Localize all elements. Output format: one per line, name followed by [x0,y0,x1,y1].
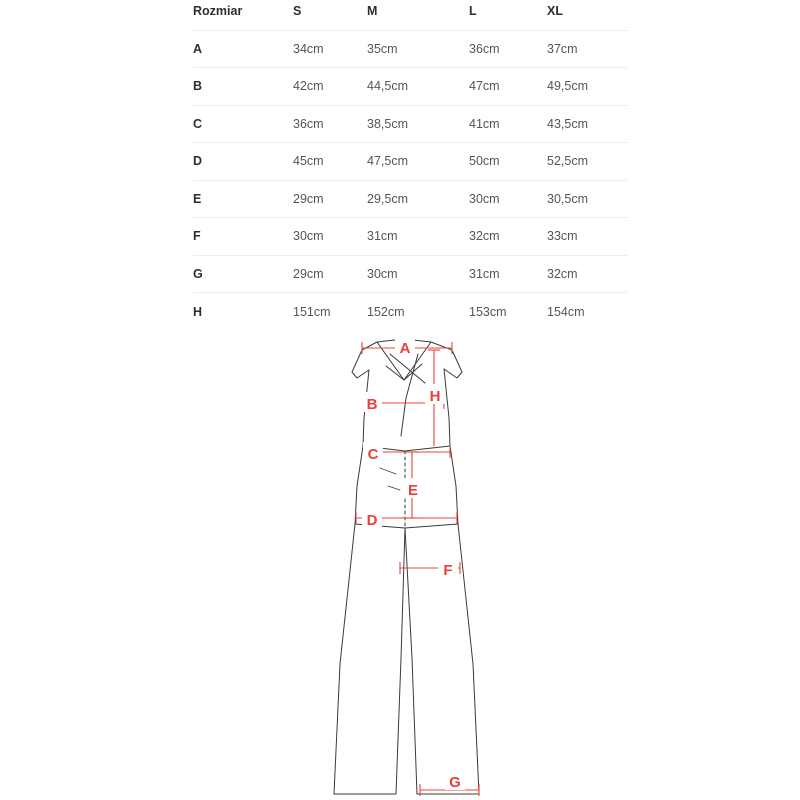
table-row [193,255,628,293]
cell-a-s: 34cm [293,41,324,56]
table-header-row [193,0,628,30]
cell-b-m: 44,5cm [367,79,408,94]
cell-a-xl: 37cm [547,41,578,56]
column-header-l: L [469,3,477,18]
cell-e-m: 29,5cm [367,191,408,206]
cell-h-xl: 154cm [547,304,585,319]
cell-g-xl: 32cm [547,266,578,281]
cell-f-s: 30cm [293,229,324,244]
cell-a-l: 36cm [469,41,500,56]
cell-d-xl: 52,5cm [547,154,588,169]
cell-g-m: 30cm [367,266,398,281]
column-header-s: S [293,3,302,18]
cell-c-l: 41cm [469,116,500,131]
cell-h-m: 152cm [367,304,405,319]
cell-b-l: 47cm [469,79,500,94]
row-label-e: E [193,191,202,206]
label-g: G [449,774,461,791]
label-a: A [399,340,411,357]
row-label-c: C [193,116,203,131]
row-label-h: H [193,304,203,319]
cell-f-m: 31cm [367,229,398,244]
cell-c-xl: 43,5cm [547,116,588,131]
cell-g-s: 29cm [293,266,324,281]
cell-c-m: 38,5cm [367,116,408,131]
cell-e-xl: 30,5cm [547,191,588,206]
cell-g-l: 31cm [469,266,500,281]
column-header-m: M [367,3,378,18]
table-row [193,105,628,143]
row-label-b: B [193,79,203,94]
cell-h-s: 151cm [293,304,331,319]
label-f: F [443,562,453,579]
cell-d-m: 47,5cm [367,154,408,169]
label-b: B [366,396,378,413]
row-label-d: D [193,154,203,169]
column-header-xl: XL [547,3,563,18]
cell-a-m: 35cm [367,41,398,56]
cell-d-s: 45cm [293,154,324,169]
table-row [193,68,628,106]
table-body [193,30,628,330]
row-label-f: F [193,229,201,244]
cell-c-s: 36cm [293,116,324,131]
cell-e-s: 29cm [293,191,324,206]
cell-f-xl: 33cm [547,229,578,244]
cell-f-l: 32cm [469,229,500,244]
cell-e-l: 30cm [469,191,500,206]
table-row [193,218,628,256]
garment-diagram [300,328,515,800]
label-c: C [367,446,379,463]
table-header [193,0,628,30]
label-h: H [429,388,441,405]
label-e: E [407,482,419,499]
cell-b-s: 42cm [293,79,324,94]
row-label-a: A [193,41,203,56]
table-row [193,30,628,68]
size-table [193,0,628,330]
cell-h-l: 153cm [469,304,507,319]
cell-d-l: 50cm [469,154,500,169]
label-d: D [366,512,378,529]
cell-b-xl: 49,5cm [547,79,588,94]
table-row [193,293,628,331]
row-label-g: G [193,266,203,281]
column-header-rozmiar: Rozmiar [193,3,243,18]
measure-labels [362,336,465,791]
table-row [193,143,628,181]
table-row [193,180,628,218]
